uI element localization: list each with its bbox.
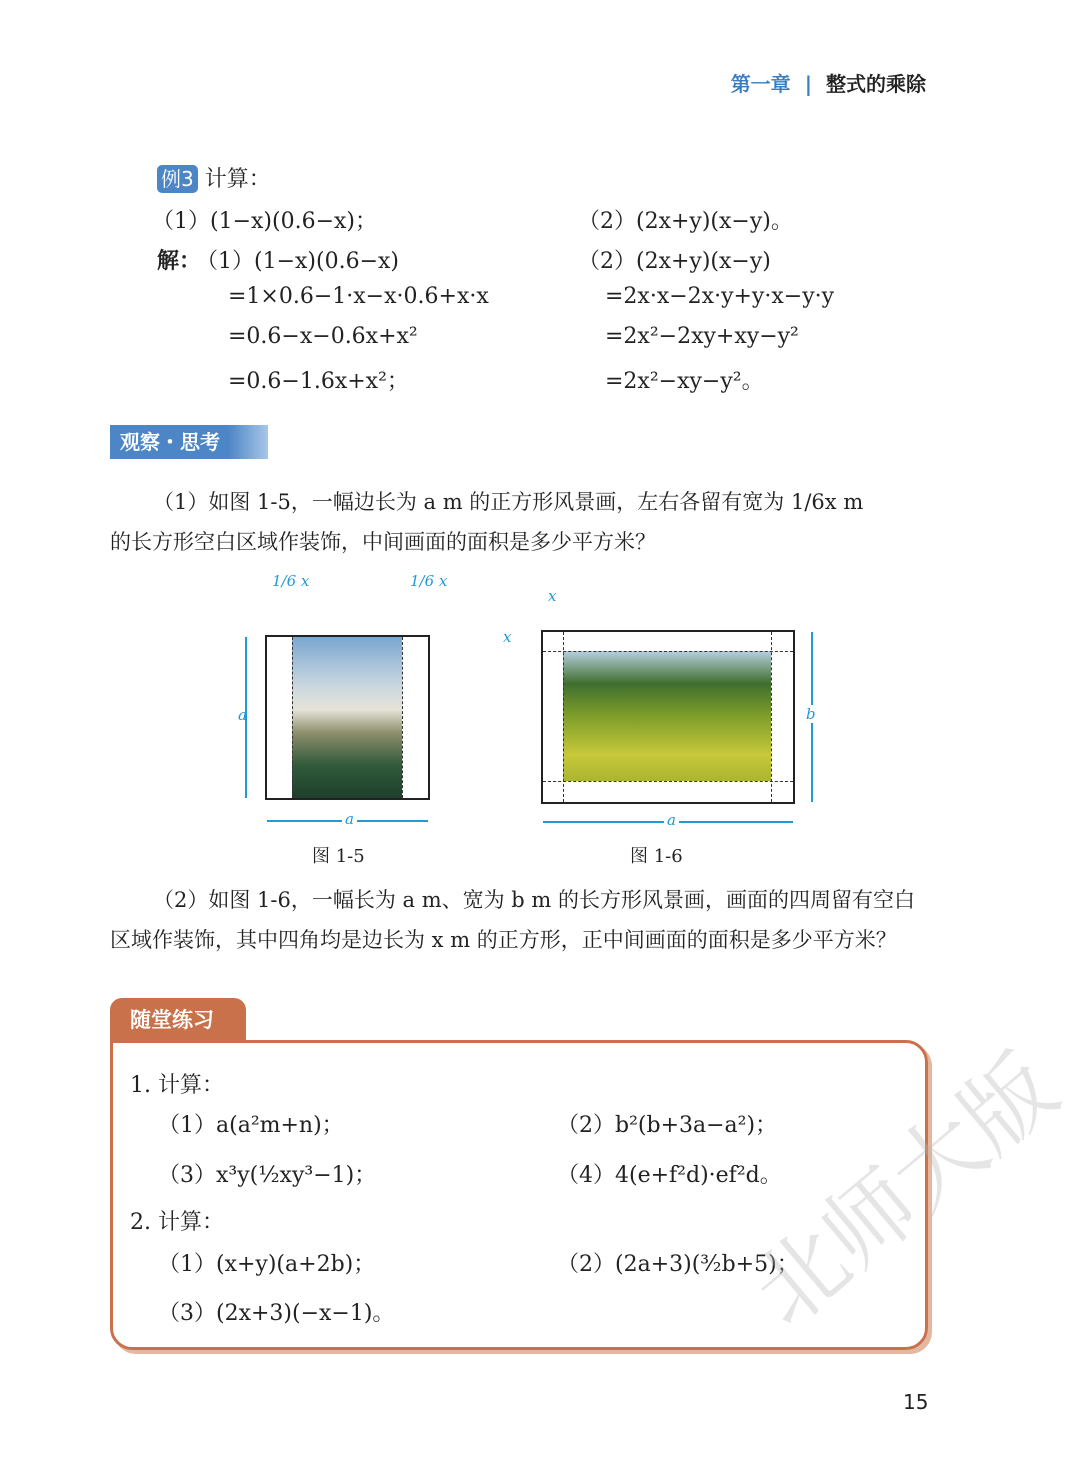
fig6-side-label: b (806, 705, 816, 723)
great-wall-photo (292, 637, 402, 798)
publisher-watermark: 北师大版 (733, 1034, 1077, 1347)
example-badge: 例3 (157, 165, 198, 193)
practice-item: （1）a(a²m+n)； (158, 1113, 344, 1138)
solution-label: 解： (157, 248, 202, 274)
solution1-line: =0.6−x−0.6x+x² (228, 324, 418, 349)
practice-item: （4）4(e+f²d)·ef²d。 (557, 1163, 782, 1188)
dashed-line (292, 637, 293, 798)
question1-part: （1）如图 1-5，一幅边长为 a m 的正方形风景画，左右各留有宽为 (153, 490, 785, 514)
fig6-left-label: x (503, 628, 512, 646)
figure-1-6-caption: 图 1-6 (630, 846, 683, 867)
dashed-line (402, 637, 403, 798)
question1-unit: x m (824, 490, 864, 514)
solution2-line: =2x²−2xy+xy−y² (605, 324, 799, 349)
solution2-line: =2x·x−2x·y+y·x−y·y (605, 284, 835, 309)
observe-think-banner: 观察・思考 (110, 425, 268, 459)
solution2-line: （2）(2x+y)(x−y) (578, 249, 771, 274)
figure-1-5-caption: 图 1-5 (312, 846, 365, 867)
section-title: 整式的乘除 (826, 72, 926, 96)
solution1-line: =0.6−1.6x+x²； (228, 369, 409, 394)
solution1-line: =1×0.6−1·x−x·0.6+x·x (228, 284, 489, 309)
question1-text-cont: 的长方形空白区域作装饰，中间画面的面积是多少平方米？ (110, 530, 656, 554)
dashed-line (563, 632, 564, 802)
example-heading (157, 162, 271, 193)
practice-item: （2）(2a+3)(³⁄₂b+5)； (557, 1252, 799, 1277)
example-prompt: 计算： (204, 167, 271, 192)
practice-q1-title: 1. 计算： (130, 1073, 224, 1098)
chapter-label: 第一章 (730, 72, 791, 96)
practice-item: （3）(2x+3)(−x−1)。 (158, 1301, 395, 1326)
practice-item: （3）x³y(½xy³−1)； (158, 1163, 377, 1188)
fig5-side-label: a (238, 706, 247, 724)
question2-text-cont: 区域作装饰，其中四角均是边长为 x m 的正方形，正中间画面的面积是多少平方米？ (110, 928, 897, 952)
dashed-line (771, 632, 772, 802)
header-divider: | (804, 72, 812, 96)
terrace-field-photo (563, 651, 771, 781)
practice-item: （1）(x+y)(a+2b)； (158, 1252, 376, 1277)
question1-text (153, 486, 863, 516)
fig5-top-right-label: 1/6 x (410, 572, 448, 590)
solution1-line: （1）(1−x)(0.6−x) (196, 249, 399, 274)
fig6-top-label: x (548, 587, 557, 605)
fig6-bottom-label: a (664, 811, 679, 829)
example-q1: （1）(1−x)(0.6−x)； (152, 209, 377, 234)
page-number: 15 (903, 1390, 929, 1414)
dashed-line (543, 651, 793, 652)
fig5-top-left-label: 1/6 x (272, 572, 310, 590)
practice-item: （2）b²(b+3a−a²)； (557, 1113, 778, 1138)
fraction: 1/6 (791, 490, 825, 514)
practice-q2-title: 2. 计算： (130, 1210, 224, 1235)
running-header (731, 68, 926, 97)
fig5-bottom-label: a (342, 810, 357, 828)
example-q2: （2）(2x+y)(x−y)。 (578, 209, 793, 234)
dashed-line (543, 781, 793, 782)
question2-text: （2）如图 1-6，一幅长为 a m、宽为 b m 的长方形风景画，画面的四周留有空白 (153, 888, 916, 912)
solution2-line: =2x²−xy−y²。 (605, 369, 764, 394)
practice-tab: 随堂练习 (110, 998, 246, 1042)
